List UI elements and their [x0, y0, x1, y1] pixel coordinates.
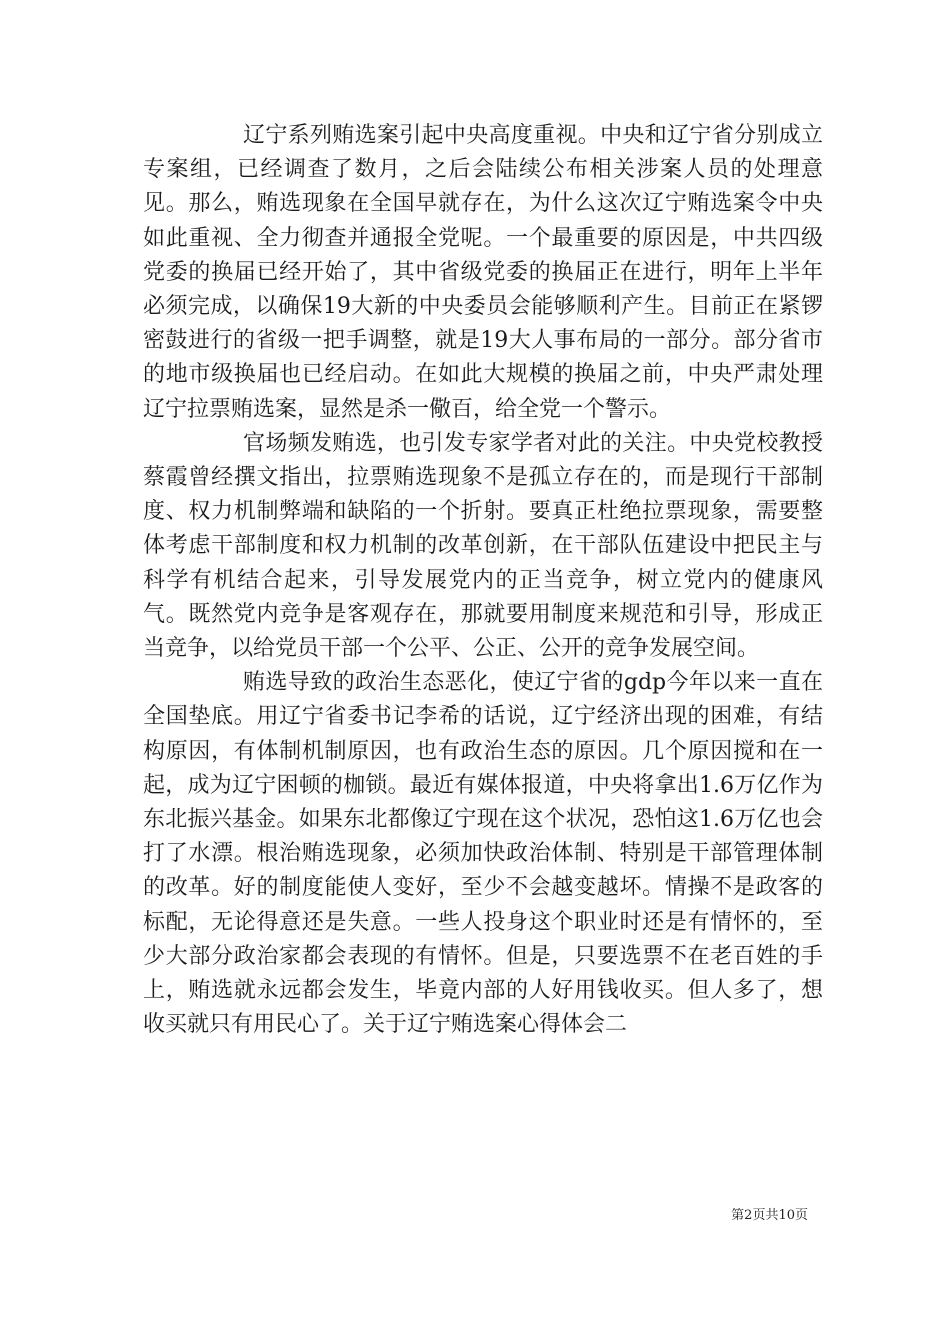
page-number-footer: 第2页共10页 — [731, 1208, 808, 1223]
paragraph-3: 贿选导致的政治生态恶化，使辽宁省的gdp今年以来一直在全国垫底。用辽宁省委书记李希的话说，辽宁经济出现的困难，有结构原因，有体制机制原因，也有政治生态的原因。几个原因搅和在一起，成为辽宁困顿的枷锁。最近有媒体报道，中央将拿出1.6万亿作为东北振兴基金。如果东北都像辽宁现在这个状况，恐怕这1.6万亿也会打了水漂。根治贿选现象，必须加快政治体制、特别是干部管理体制的改革。好的制度能使人变好，至少不会越变越坏。情操不是政客的标配，无论得意还是失意。一些人投身这个职业时还是有情怀的，至少大部分政治家都会表现的有情怀。但是，只要选票不在老百姓的手上，贿选就永远都会发生，毕竟内部的人好用钱收买。但人多了，想收买就只有用民心了。关于辽宁贿选案心得体会二 — [143, 670, 823, 1038]
article-body — [143, 119, 823, 1042]
paragraph-1: 辽宁系列贿选案引起中央高度重视。中央和辽宁省分别成立专案组，已经调查了数月，之后会陆续公布相关涉案人员的处理意见。那么，贿选现象在全国早就存在，为什么这次辽宁贿选案令中央如此重视、全力彻查并通报全党呢。一个最重要的原因是，中共四级党委的换届已经开始了，其中省级党委的换届正在进行，明年上半年必须完成，以确保19大新的中央委员会能够顺利产生。目前正在紧锣密鼓进行的省级一把手调整，就是19大人事布局的一部分。部分省市的地市级换届也已经启动。在如此大规模的换届之前，中央严肃处理辽宁拉票贿选案，显然是杀一儆百，给全党一个警示。 — [143, 123, 823, 422]
paragraph-2: 官场频发贿选，也引发专家学者对此的关注。中央党校教授蔡霞曾经撰文指出，拉票贿选现象不是孤立存在的，而是现行干部制度、权力机制弊端和缺陷的一个折射。要真正杜绝拉票现象，需要整体考虑干部制度和权力机制的改革创新，在干部队伍建设中把民主与科学有机结合起来，引导发展党内的正当竞争，树立党内的健康风气。既然党内竞争是客观存在，那就要用制度来规范和引导，形成正当竞争，以给党员干部一个公平、公正、公开的竞争发展空间。 — [143, 430, 823, 662]
